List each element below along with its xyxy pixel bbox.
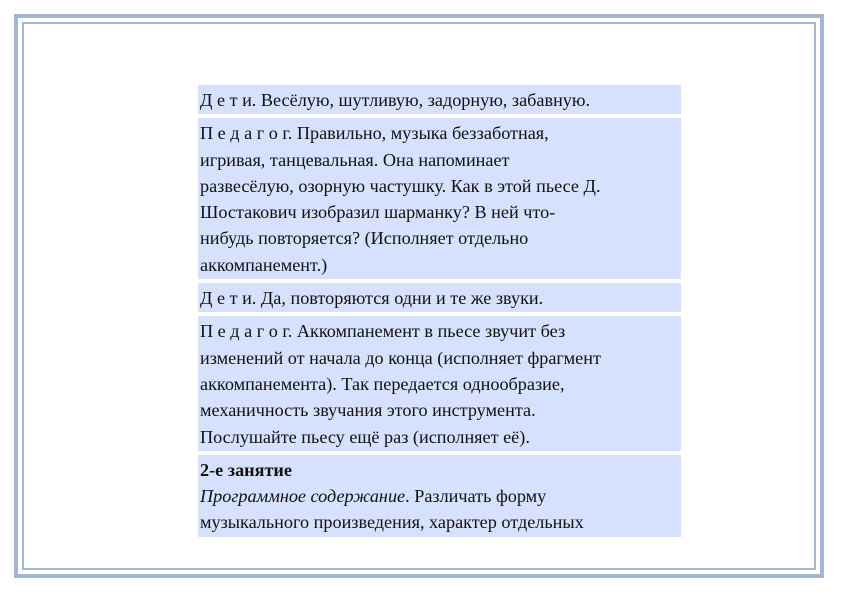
text-line: нибудь повторяется? (Исполняет отдельно — [200, 228, 529, 249]
program-content-text: . Различать форму — [405, 486, 547, 507]
text-line — [200, 483, 681, 509]
text-line: П е д а г о г. Правильно, музыка беззаботная, — [200, 123, 549, 144]
lesson-heading: 2-е занятие — [200, 459, 292, 480]
paragraph-children-answer-1 — [198, 85, 681, 114]
paragraph-teacher-2 — [198, 316, 681, 450]
text-line: изменений от начала до конца (исполняет фрагмент — [200, 347, 601, 368]
text-line: музыкального произведения, характер отдельных — [200, 512, 584, 533]
text-line: Послушайте пьесу ещё раз (исполняет её). — [200, 426, 530, 447]
text-line: аккомпанемент.) — [200, 254, 328, 275]
paragraph-lesson-2 — [198, 455, 681, 537]
paragraph-children-answer-2 — [198, 283, 681, 312]
text-line: механичность звучания этого инструмента. — [200, 400, 536, 421]
text-line: Д е т и. Да, повторяются одни и те же звуки. — [200, 288, 544, 309]
text-line: игривая, танцевальная. Она напоминает — [200, 149, 510, 170]
text-line: Д е т и. Весёлую, шутливую, задорную, забавную. — [200, 90, 591, 110]
text-line: развесёлую, озорную частушку. Как в этой пьесе Д. — [200, 175, 601, 196]
text-block — [198, 85, 681, 537]
paragraph-teacher-1 — [198, 118, 681, 279]
program-content-label: Программное содержание — [200, 486, 406, 507]
text-line: П е д а г о г. Аккомпанемент в пьесе звучит без — [200, 321, 566, 342]
text-line: Шостакович изобразил шарманку? В ней что- — [200, 202, 556, 223]
text-line: аккомпанемента). Так передается однообразие, — [200, 373, 565, 394]
